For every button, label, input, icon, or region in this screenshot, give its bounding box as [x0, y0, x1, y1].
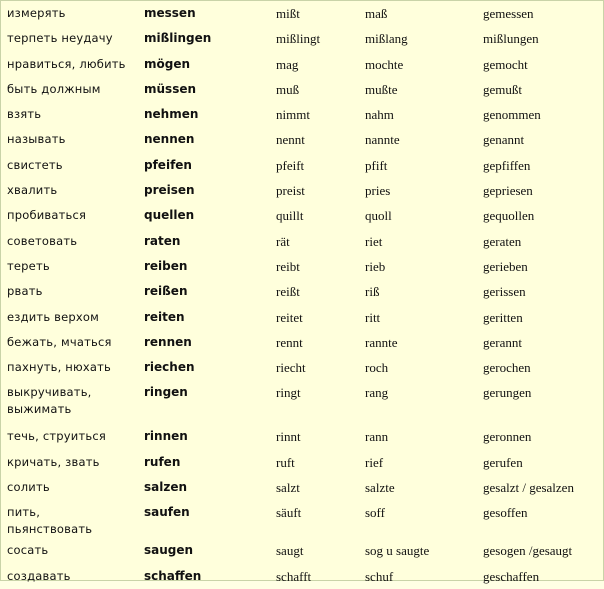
present-3rd-person: ruft [276, 454, 295, 470]
russian-translation [7, 475, 144, 500]
russian-translation-text: терпеть неудачу [7, 31, 113, 46]
present-3rd-person: reißt [276, 284, 300, 300]
verb-row [7, 52, 601, 77]
preterite: rann [365, 429, 389, 445]
present-3rd-person: riecht [276, 360, 306, 376]
present-3rd-person: reitet [276, 309, 303, 325]
present-3rd-person: pfeift [276, 157, 305, 173]
infinitive: reiten [144, 309, 185, 324]
russian-translation-text: солить [7, 480, 50, 495]
infinitive: saugen [144, 543, 194, 558]
preterite: quoll [365, 208, 392, 224]
present-3rd-person: nimmt [276, 107, 310, 123]
russian-translation-text: течь, струиться [7, 429, 106, 444]
infinitive: preisen [144, 183, 195, 198]
verb-row [7, 355, 601, 380]
russian-translation-text: кричать, звать [7, 454, 100, 469]
present-3rd-person: ringt [276, 385, 301, 401]
russian-translation-text: пахнуть, нюхать [7, 360, 112, 375]
past-participle: gerufen [483, 454, 523, 470]
russian-translation-text: пробиваться [7, 208, 87, 223]
present-3rd-person: mißt [276, 6, 300, 21]
infinitive: reißen [144, 284, 188, 299]
past-participle: gesoffen [483, 505, 528, 521]
verb-row [7, 254, 601, 279]
infinitive: saufen [144, 505, 190, 520]
past-participle: geritten [483, 309, 523, 325]
past-participle: gerannt [483, 334, 522, 350]
russian-translation-text: нравиться, любить [7, 56, 126, 71]
verb-row [7, 500, 601, 538]
infinitive: mißlingen [144, 31, 212, 46]
past-participle: gerissen [483, 284, 526, 300]
russian-translation [7, 26, 144, 51]
verb-row [7, 475, 601, 500]
verb-row [7, 153, 601, 178]
present-3rd-person: salzt [276, 480, 300, 496]
russian-translation-text: сосать [7, 543, 49, 558]
infinitive: schaffen [144, 568, 202, 583]
infinitive: rinnen [144, 429, 188, 444]
russian-translation-text: выкручивать, выжимать [7, 385, 92, 417]
russian-translation [7, 178, 144, 203]
preterite: sog u saugte [365, 543, 430, 559]
infinitive: rennen [144, 334, 192, 349]
infinitive: rufen [144, 454, 181, 469]
infinitive: pfeifen [144, 157, 192, 172]
russian-translation-text: называть [7, 132, 66, 147]
present-3rd-person: mißlingt [276, 31, 321, 47]
present-3rd-person: schafft [276, 568, 312, 584]
past-participle: geraten [483, 233, 522, 249]
present-3rd-person: saugt [276, 543, 304, 559]
russian-translation [7, 500, 144, 538]
russian-translation [7, 380, 144, 424]
russian-translation-text: тереть [7, 258, 50, 273]
preterite: mochte [365, 56, 404, 72]
preterite: rieb [365, 258, 386, 274]
russian-translation-text: создавать [7, 568, 71, 583]
verb-row [7, 538, 601, 563]
preterite: riet [365, 233, 383, 249]
preterite: mußte [365, 81, 398, 97]
russian-translation [7, 254, 144, 279]
past-participle: gepfiffen [483, 157, 531, 173]
russian-translation-text: взять [7, 107, 42, 122]
past-participle: gerieben [483, 258, 528, 274]
preterite: pries [365, 183, 391, 199]
infinitive: nehmen [144, 107, 199, 122]
past-participle: gemußt [483, 81, 522, 97]
present-3rd-person: mag [276, 56, 299, 72]
preterite: maß [365, 6, 388, 21]
past-participle: gemessen [483, 6, 534, 21]
russian-translation [7, 102, 144, 127]
verb-row [7, 330, 601, 355]
verb-row [7, 450, 601, 475]
russian-translation-text: быть должным [7, 81, 101, 96]
russian-translation-text: бежать, мчаться [7, 334, 112, 349]
present-3rd-person: nennt [276, 132, 305, 148]
present-3rd-person: reibt [276, 258, 300, 274]
preterite: mißlang [365, 31, 408, 47]
infinitive: müssen [144, 81, 197, 96]
infinitive: riechen [144, 360, 195, 375]
past-participle: gequollen [483, 208, 535, 224]
present-3rd-person: rät [276, 233, 290, 249]
infinitive: quellen [144, 208, 195, 223]
preterite: nahm [365, 107, 394, 123]
russian-translation-text: хвалить [7, 183, 58, 198]
verb-row [7, 279, 601, 304]
russian-translation [7, 538, 144, 563]
russian-translation [7, 279, 144, 304]
verb-row [7, 1, 601, 26]
verb-row [7, 305, 601, 330]
verb-row [7, 424, 601, 449]
verb-row [7, 127, 601, 152]
infinitive: mögen [144, 56, 191, 71]
present-3rd-person: preist [276, 183, 305, 199]
russian-translation [7, 127, 144, 152]
preterite: ritt [365, 309, 381, 325]
russian-translation [7, 203, 144, 228]
verb-row [7, 26, 601, 51]
preterite: salzte [365, 480, 395, 496]
russian-translation [7, 77, 144, 102]
past-participle: genommen [483, 107, 541, 123]
past-participle: gesogen /gesaugt [483, 543, 573, 559]
infinitive: reiben [144, 258, 188, 273]
russian-translation [7, 1, 144, 26]
preterite: rang [365, 385, 389, 401]
past-participle: gesalzt / gesalzen [483, 480, 574, 496]
russian-translation [7, 450, 144, 475]
infinitive: salzen [144, 480, 188, 495]
verb-row [7, 178, 601, 203]
russian-translation [7, 229, 144, 254]
verb-table [7, 1, 601, 589]
present-3rd-person: quillt [276, 208, 304, 224]
verb-row [7, 229, 601, 254]
russian-translation-text: измерять [7, 6, 66, 20]
past-participle: geronnen [483, 429, 532, 445]
preterite: rannte [365, 334, 398, 350]
preterite: nannte [365, 132, 400, 148]
russian-translation [7, 424, 144, 449]
preterite: soff [365, 505, 385, 521]
preterite: pfift [365, 157, 388, 173]
russian-translation [7, 153, 144, 178]
past-participle: gemocht [483, 56, 528, 72]
past-participle: gepriesen [483, 183, 533, 199]
past-participle: mißlungen [483, 31, 539, 47]
infinitive: raten [144, 233, 181, 248]
verb-row [7, 203, 601, 228]
russian-translation [7, 52, 144, 77]
verb-row [7, 380, 601, 424]
present-3rd-person: säuft [276, 505, 302, 521]
verb-row [7, 77, 601, 102]
infinitive: messen [144, 6, 196, 20]
russian-translation-text: пить, пьянствовать [7, 505, 93, 537]
past-participle: gerochen [483, 360, 531, 376]
infinitive: nennen [144, 132, 195, 147]
preterite: roch [365, 360, 389, 376]
preterite: schuf [365, 568, 394, 584]
russian-translation-text: свистеть [7, 157, 63, 172]
verb-row [7, 564, 601, 589]
russian-translation [7, 564, 144, 589]
past-participle: gerungen [483, 385, 532, 401]
past-participle: geschaffen [483, 568, 540, 584]
russian-translation-text: рвать [7, 284, 43, 299]
russian-translation [7, 355, 144, 380]
past-participle: genannt [483, 132, 525, 148]
russian-translation [7, 305, 144, 330]
infinitive: ringen [144, 385, 188, 400]
present-3rd-person: rinnt [276, 429, 301, 445]
preterite: riß [365, 284, 380, 300]
russian-translation-text: ездить верхом [7, 309, 100, 324]
preterite: rief [365, 454, 384, 470]
russian-translation [7, 330, 144, 355]
present-3rd-person: muß [276, 81, 300, 97]
verb-row [7, 102, 601, 127]
russian-translation-text: советовать [7, 233, 78, 248]
present-3rd-person: rennt [276, 334, 303, 350]
